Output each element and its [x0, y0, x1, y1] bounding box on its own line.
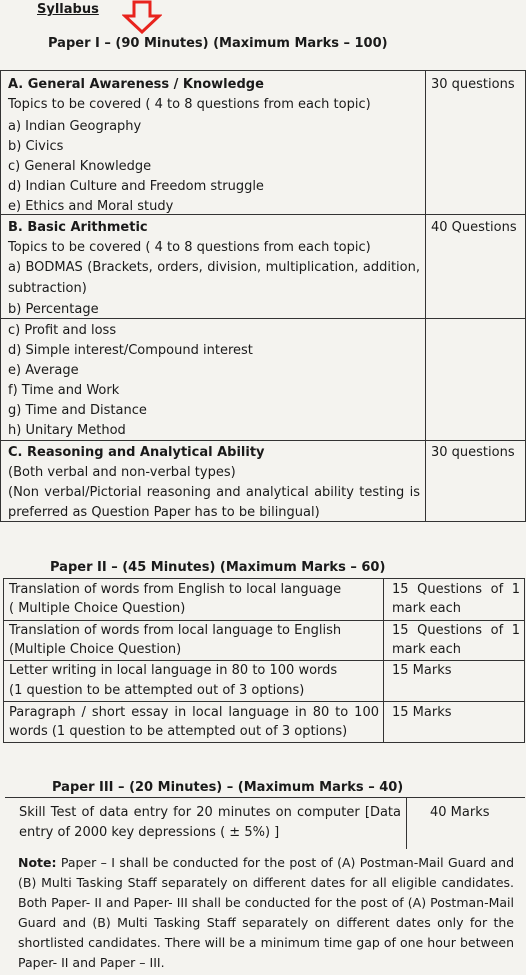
list-item: g) Time and Distance — [8, 403, 147, 418]
table-row-marks: 15 Questions of 1 — [392, 623, 520, 638]
paper2-heading: Paper II – (45 Minutes) (Maximum Marks – 60) — [50, 560, 386, 575]
table-row-text: Letter writing in local language in 80 to 100 words — [9, 663, 338, 678]
note-paragraph — [18, 853, 514, 973]
section-c-line: (Non verbal/Pictorial reasoning and analytical ability testing is — [8, 485, 420, 500]
section-a-title: A. General Awareness / Knowledge — [8, 77, 264, 92]
list-item: c) Profit and loss — [8, 323, 117, 338]
list-item: b) Civics — [8, 139, 64, 154]
table-row-marks: 15 Marks — [392, 663, 452, 678]
section-c-count: 30 questions — [431, 445, 515, 460]
table-row-text: (Multiple Choice Question) — [9, 642, 182, 657]
list-item: c) General Knowledge — [8, 159, 152, 174]
section-b-title: B. Basic Arithmetic — [8, 220, 148, 235]
table-row-text: Translation of words from English to local language — [9, 582, 342, 597]
table-row-text: words (1 question to be attempted out of 3 options) — [9, 724, 348, 739]
table-row-text: Translation of words from local language to English — [9, 623, 342, 638]
list-item: e) Average — [8, 363, 79, 378]
syllabus-title: Syllabus — [37, 2, 99, 17]
table-row-text: (1 question to be attempted out of 3 options) — [9, 683, 305, 698]
table-row-marks: 15 Marks — [392, 705, 452, 720]
paper1-heading: Paper I – (90 Minutes) (Maximum Marks – 100) — [48, 36, 388, 51]
list-item: b) Percentage — [8, 302, 99, 317]
section-c-line: preferred as Question Paper has to be bilingual) — [8, 505, 320, 520]
table-row-text: Paragraph / short essay in local language in 80 to 100 — [9, 705, 379, 720]
list-item: a) Indian Geography — [8, 119, 142, 134]
note-text: Paper – I shall be conducted for the post of (A) Postman-Mail Guard and (B) Multi Tasking Staff separately on different dates for all eligible candidates. Both Paper- II and Paper- III shall be conducted for the post of (A) Postman-Mail Guard and (B) Multi Tasking Staff separately on different dates only for the shortlisted candidates. There will be a minimum time gap of one hour between Paper- II and Paper – III. — [18, 855, 515, 970]
paper3-marks: 40 Marks — [430, 805, 490, 820]
section-c-line: (Both verbal and non-verbal types) — [8, 465, 236, 480]
table-row-text: ( Multiple Choice Question) — [9, 601, 186, 616]
paper3-heading: Paper III – (20 Minutes) – (Maximum Marks – 40) — [52, 780, 404, 795]
list-item: f) Time and Work — [8, 383, 120, 398]
paper3-line: entry of 2000 key depressions ( ± 5%) ] — [19, 825, 280, 840]
table-row-marks: mark each — [392, 601, 461, 616]
section-a-intro: Topics to be covered ( 4 to 8 questions from each topic) — [8, 97, 371, 112]
list-item: e) Ethics and Moral study — [8, 199, 174, 214]
red-down-arrow-icon — [122, 0, 162, 34]
list-item: h) Unitary Method — [8, 423, 126, 438]
section-b-count: 40 Questions — [431, 220, 517, 235]
paper2-table — [3, 578, 525, 743]
list-item-cont: subtraction) — [8, 281, 87, 296]
section-a-count: 30 questions — [431, 77, 515, 92]
list-item: d) Indian Culture and Freedom struggle — [8, 179, 264, 194]
paper1-table — [0, 70, 526, 522]
table-row-marks: 15 Questions of 1 — [392, 582, 520, 597]
section-b-intro: Topics to be covered ( 4 to 8 questions from each topic) — [8, 240, 371, 255]
section-c-title: C. Reasoning and Analytical Ability — [8, 445, 265, 460]
list-item: a) BODMAS (Brackets, orders, division, multiplication, addition, — [8, 260, 420, 275]
note-label: Note: — [18, 855, 57, 870]
paper3-line: Skill Test of data entry for 20 minutes on computer [Data — [19, 805, 401, 820]
table-row-marks: mark each — [392, 642, 461, 657]
list-item: d) Simple interest/Compound interest — [8, 343, 253, 358]
